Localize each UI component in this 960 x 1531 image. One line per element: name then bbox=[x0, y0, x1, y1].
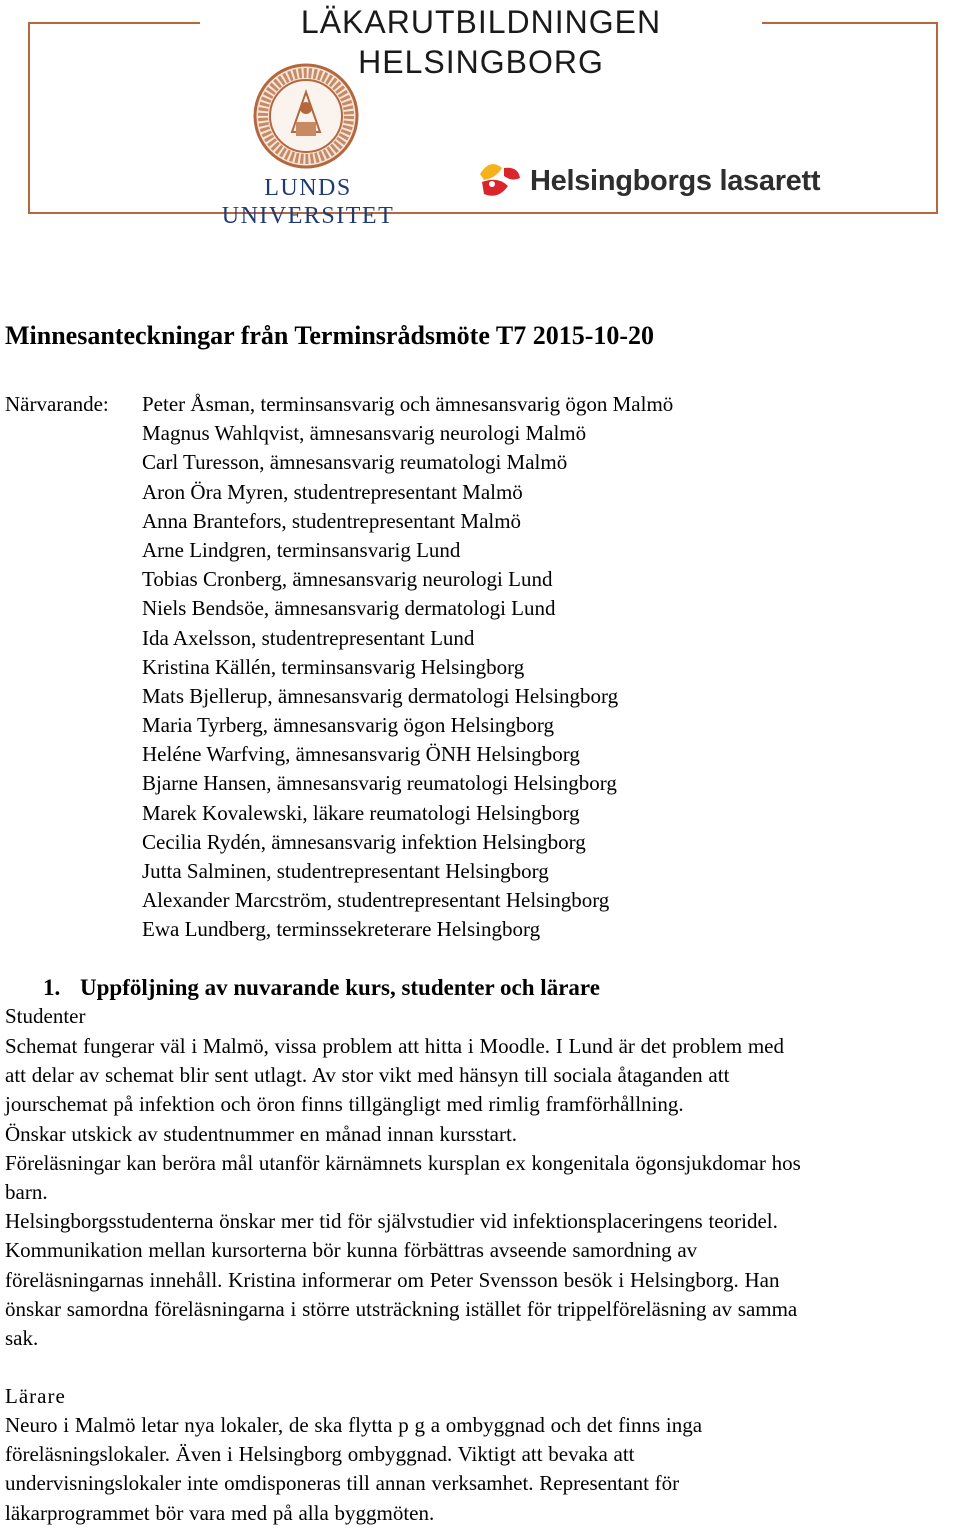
attendee-list bbox=[142, 390, 673, 945]
paragraph-line: läkarprogrammet bör vara med på alla byggmöten. bbox=[5, 1500, 435, 1525]
attendee-item: Jutta Salminen, studentrepresentant Helsingborg bbox=[142, 859, 549, 883]
paragraph-line: Kommunikation mellan kursorterna bör kunna förbättras avseende samordning av bbox=[5, 1238, 698, 1263]
attendee-item: Peter Åsman, terminsansvarig och ämnesansvarig ögon Malmö bbox=[142, 392, 674, 416]
paragraph-line: Önskar utskick av studentnummer en månad innan kursstart. bbox=[5, 1121, 518, 1146]
paragraph-line: barn. bbox=[5, 1179, 48, 1204]
frame-top-left-rule bbox=[28, 22, 200, 24]
attendees-label: Närvarande: bbox=[5, 392, 109, 416]
banner-title: LÄKARUTBILDNINGEN HELSINGBORG bbox=[300, 4, 662, 80]
attendee-item: Marek Kovalewski, läkare reumatologi Helsingborg bbox=[142, 800, 580, 825]
attendee-item: Carl Turesson, ämnesansvarig reumatologi Malmö bbox=[142, 450, 568, 475]
document-title: Minnesanteckningar från Terminsrådsmöte T7 2015-10-20 bbox=[5, 321, 655, 350]
attendee-item: Heléne Warfving, ämnesansvarig ÖNH Helsingborg bbox=[142, 742, 580, 767]
attendee-item: Alexander Marcström, studentrepresentant Helsingborg bbox=[142, 888, 610, 913]
paragraph-line: Schemat fungerar väl i Malmö, vissa problem att hitta i Moodle. I Lund är det problem med bbox=[5, 1034, 784, 1058]
paragraph-line: sak. bbox=[5, 1325, 39, 1350]
frame-top-right-rule bbox=[762, 22, 936, 24]
attendee-item: Tobias Cronberg, ämnesansvarig neurologi Lund bbox=[142, 567, 553, 592]
attendee-item: Mats Bjellerup, ämnesansvarig dermatologi Helsingborg bbox=[142, 683, 619, 708]
teachers-paragraph bbox=[5, 1411, 960, 1528]
attendee-item: Ida Axelsson, studentrepresentant Lund bbox=[142, 625, 475, 650]
attendee-item: Aron Öra Myren, studentrepresentant Malmö bbox=[142, 479, 523, 504]
paragraph-line: föreläsningarnas innehåll. Kristina informerar om Peter Svensson besök i Helsingborg. Han bbox=[5, 1267, 780, 1292]
attendee-item: Bjarne Hansen, ämnesansvarig reumatologi Helsingborg bbox=[142, 771, 617, 796]
paragraph-line: att delar av schemat blir sent utlagt. Av stor vikt med hänsyn till sociala åtaganden att bbox=[5, 1063, 730, 1088]
helsingborgs-lasarett-logo-icon bbox=[478, 160, 522, 202]
section-1-heading bbox=[43, 973, 600, 1003]
paragraph-line: Föreläsningar kan beröra mål utanför kärnämnets kursplan ex kongenitala ögonsjukdomar hos bbox=[5, 1150, 801, 1175]
paragraph-line: önskar samordna föreläsningarna i större utsträckning istället för trippelföreläsning av samma bbox=[5, 1296, 798, 1321]
attendee-item: Magnus Wahlqvist, ämnesansvarig neurologi Malmö bbox=[142, 421, 587, 446]
students-paragraph bbox=[5, 1032, 960, 1353]
paragraph-line: Neuro i Malmö letar nya lokaler, de ska flytta p g a ombyggnad och det finns inga bbox=[5, 1413, 703, 1437]
paragraph-line: föreläsningslokaler. Även i Helsingborg ombyggnad. Viktigt att bevaka att bbox=[5, 1442, 635, 1467]
attendee-item: Cecilia Rydén, ämnesansvarig infektion Helsingborg bbox=[142, 829, 586, 854]
attendee-item: Kristina Källén, terminsansvarig Helsingborg bbox=[142, 654, 525, 679]
students-subheading: Studenter bbox=[5, 1004, 86, 1028]
attendee-item: Ewa Lundberg, terminssekreterare Helsingborg bbox=[142, 917, 541, 942]
section-number: 1. bbox=[43, 975, 61, 1000]
lund-university-seal-icon bbox=[252, 62, 360, 170]
attendee-item: Maria Tyrberg, ämnesansvarig ögon Helsingborg bbox=[142, 713, 555, 738]
paragraph-line: jourschemat på infektion och öron finns tillgängligt med rimlig framförhållning. bbox=[5, 1092, 684, 1117]
section-title: Uppföljning av nuvarande kurs, studenter och lärare bbox=[80, 975, 600, 1000]
attendee-item: Anna Brantefors, studentrepresentant Malmö bbox=[142, 508, 522, 533]
hospital-name: Helsingborgs lasarett bbox=[530, 165, 821, 197]
teachers-subheading: Lärare bbox=[5, 1384, 66, 1408]
attendee-item: Niels Bendsöe, ämnesansvarig dermatologi Lund bbox=[142, 596, 556, 621]
paragraph-line: Helsingborgsstudenterna önskar mer tid för självstudier vid infektionsplaceringens teoridel. bbox=[5, 1209, 778, 1234]
attendee-item: Arne Lindgren, terminsansvarig Lund bbox=[142, 537, 461, 562]
university-name: LUNDS UNIVERSITET bbox=[221, 175, 395, 229]
paragraph-line: undervisningslokaler inte omdisponeras till annan verksamhet. Representant för bbox=[5, 1471, 680, 1496]
